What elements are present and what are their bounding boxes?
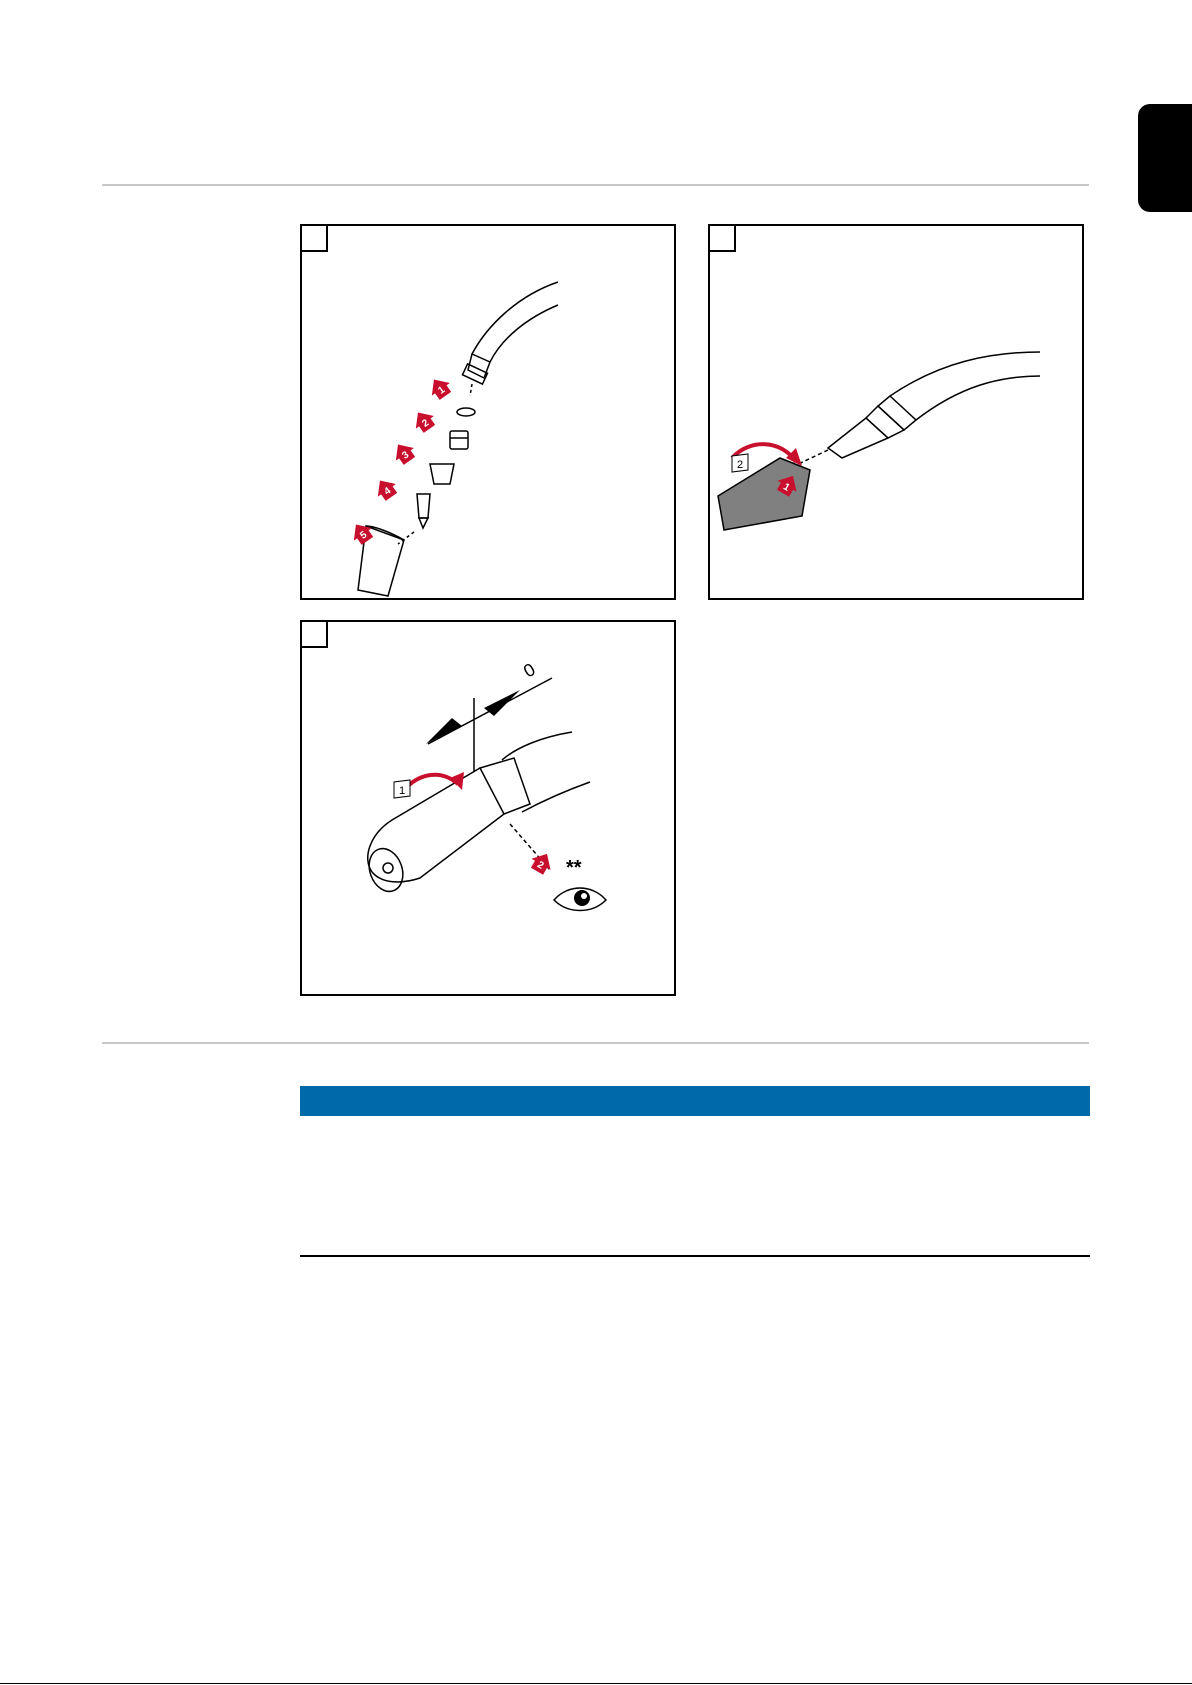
- callout-4-icon: [371, 474, 400, 503]
- svg-text:1: 1: [398, 785, 406, 797]
- svg-text:2: 2: [736, 459, 744, 471]
- svg-text:2: 2: [420, 417, 432, 430]
- part-insulator: [430, 464, 454, 484]
- nozzle-distance-illustration: [302, 622, 678, 998]
- callout-2-icon: [409, 406, 438, 435]
- twist-arrow: [404, 775, 458, 790]
- dimension-arrow-right: [484, 690, 520, 716]
- section-divider: [102, 184, 1089, 186]
- callout-3-icon: [389, 438, 418, 467]
- callout-5-icon: [347, 518, 376, 547]
- callout-1-icon: [425, 373, 454, 402]
- nozzle-ring: [480, 758, 530, 814]
- callout-1-icon: [394, 780, 410, 798]
- part-diffuser: [450, 431, 468, 449]
- note-body: [300, 1126, 1090, 1254]
- figure-disassemble-torch-neck: [300, 224, 676, 600]
- svg-text:1: 1: [781, 481, 792, 494]
- footnote-marker: **: [566, 857, 582, 879]
- section-divider: [102, 1042, 1089, 1044]
- page-footer-rule: [0, 1683, 1192, 1684]
- dimension-arrow-left: [426, 718, 462, 744]
- callout-2-icon: [527, 848, 556, 876]
- svg-text:4: 4: [382, 485, 394, 498]
- part-contact-tip: [417, 494, 430, 518]
- svg-text:1: 1: [436, 384, 448, 397]
- hose-outline: [890, 352, 1040, 396]
- note-header: [300, 1086, 1090, 1116]
- eye-icon: [554, 888, 606, 911]
- note-end-rule: [300, 1255, 1090, 1257]
- nozzle-fitting-illustration: [710, 226, 1086, 602]
- dimension-label: 0: [520, 659, 539, 682]
- callout-arrows: [347, 373, 454, 547]
- hose-outline: [472, 282, 558, 354]
- torch-neck: [878, 396, 916, 430]
- svg-text:3: 3: [400, 449, 412, 462]
- contact-tip: [828, 418, 888, 458]
- svg-text:2: 2: [535, 859, 546, 872]
- chapter-tab: [1138, 104, 1192, 212]
- callout-2-icon: [732, 454, 748, 472]
- part-washer: [457, 408, 475, 416]
- torch-disassembly-illustration: [302, 226, 678, 602]
- hose-outline: [502, 732, 572, 760]
- figure-fit-gas-nozzle: [708, 224, 1084, 600]
- svg-text:5: 5: [358, 529, 370, 542]
- figure-check-nozzle-distance: [300, 620, 676, 996]
- gas-nozzle: [368, 768, 504, 882]
